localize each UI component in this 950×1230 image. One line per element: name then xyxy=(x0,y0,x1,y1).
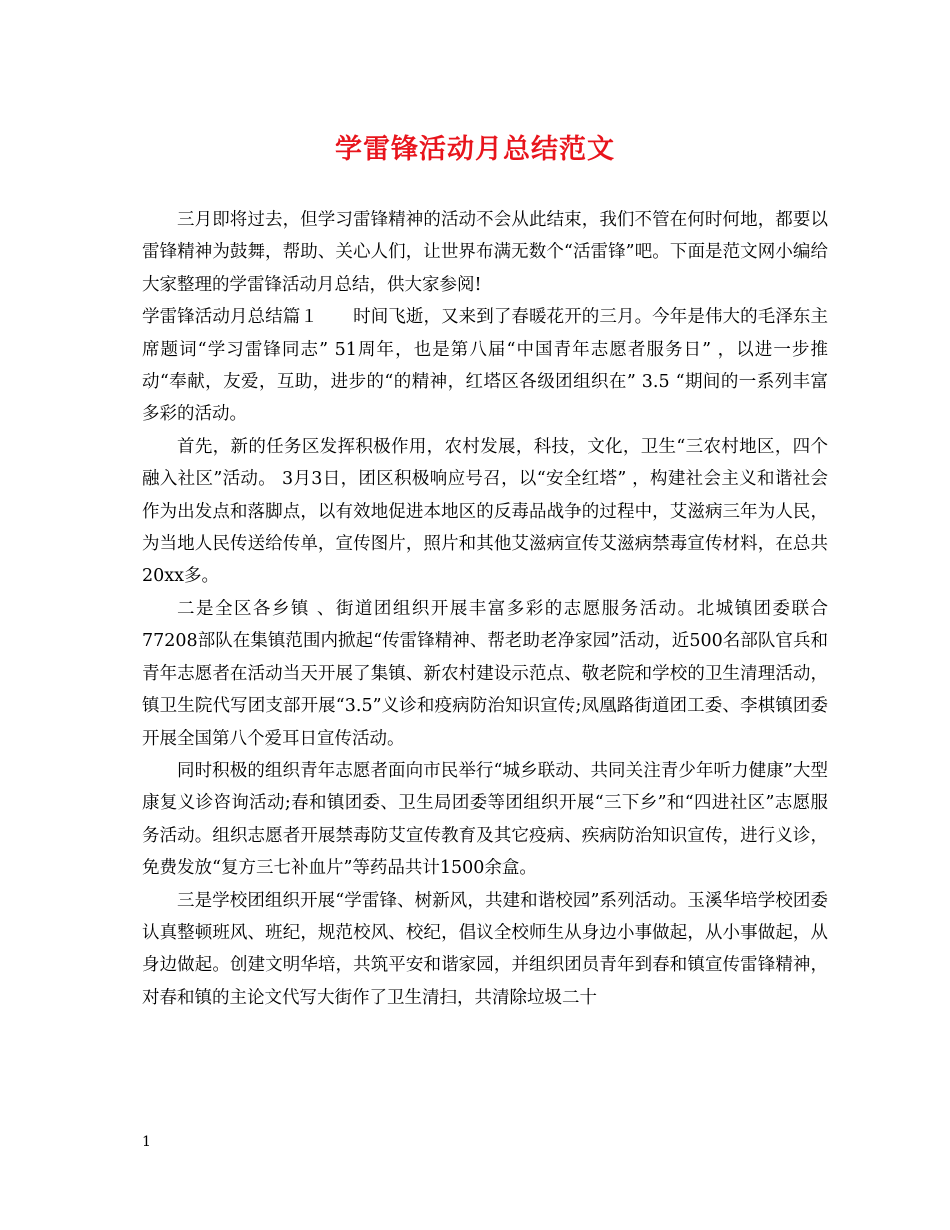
paragraph-section-1: 学雷锋活动月总结篇１ 时间飞逝，又来到了春暖花开的三月。今年是伟大的毛泽东主席题词“学习雷锋同志” 51周年，也是第八届“中国青年志愿者服务日” ，以进一步推动“奉献，友爱，互助，进步的“的精神，红塔区各级团组织在” 3.5 “期间的一系列丰富多彩的活动。 xyxy=(142,307,828,425)
paragraph-intro: 三月即将过去，但学习雷锋精神的活动不会从此结束，我们不管在何时何地，都要以雷锋精神为鼓舞，帮助、关心人们，让世界布满无数个“活雷锋”吧。下面是范文网小编给大家整理的学雷锋活动月总结，供大家参阅! xyxy=(142,210,828,295)
document-title: 学雷锋活动月总结范文 xyxy=(335,134,615,165)
paragraph-second: 二是全区各乡镇 、街道团组织开展丰富多彩的志愿服务活动。北城镇团委联合77208部队在集镇范围内掀起“传雷锋精神、帮老助老净家园”活动，近500名部队官兵和青年志愿者在活动当天开展了集镇、新农村建设示范点、敬老院和学校的卫生清理活动，镇卫生院代写团支部开展“3.5”义诊和疫病防治知识宣传;凤凰路街道团工委、李棋镇团委开展全国第八个爱耳日宣传活动。 xyxy=(142,598,828,749)
paragraph-volunteers: 同时积极的组织青年志愿者面向市民举行“城乡联动、共同关注青少年听力健康”大型康复义诊咨询活动;春和镇团委、卫生局团委等团组织开展“三下乡”和“四进社区”志愿服务活动。组织志愿者开展禁毒防艾宣传教育及其它疫病、疾病防治知识宣传，进行义诊，免费发放“复方三七补血片”等药品共计1500余盒。 xyxy=(142,760,828,879)
page-number: 1 xyxy=(142,1134,151,1150)
paragraph-third: 三是学校团组织开展“学雷锋、树新风，共建和谐校园”系列活动。玉溪华培学校团委认真整顿班风、班纪，规范校风、校纪，倡议全校师生从身边小事做起，从小事做起，从身边做起。创建文明华培，共筑平安和谐家园，并组织团员青年到春和镇宣传雷锋精神，对春和镇的主论文代写大街作了卫生清扫，共清除垃圾二十 xyxy=(142,890,828,1008)
document-body xyxy=(142,204,828,1014)
paragraph-first: 首先，新的任务区发挥积极作用，农村发展，科技，文化，卫生“三农村地区，四个融入社区”活动。 3月3日，团区积极响应号召，以“安全红塔” ，构建社会主义和谐社会作为出发点和落脚点，以有效地促进本地区的反毒品战争的过程中，艾滋病三年为人民，为当地人民传送给传单，宣传图片，照片和其他艾滋病宣传艾滋病禁毒宣传材料，在总共20xx多。 xyxy=(142,436,828,587)
